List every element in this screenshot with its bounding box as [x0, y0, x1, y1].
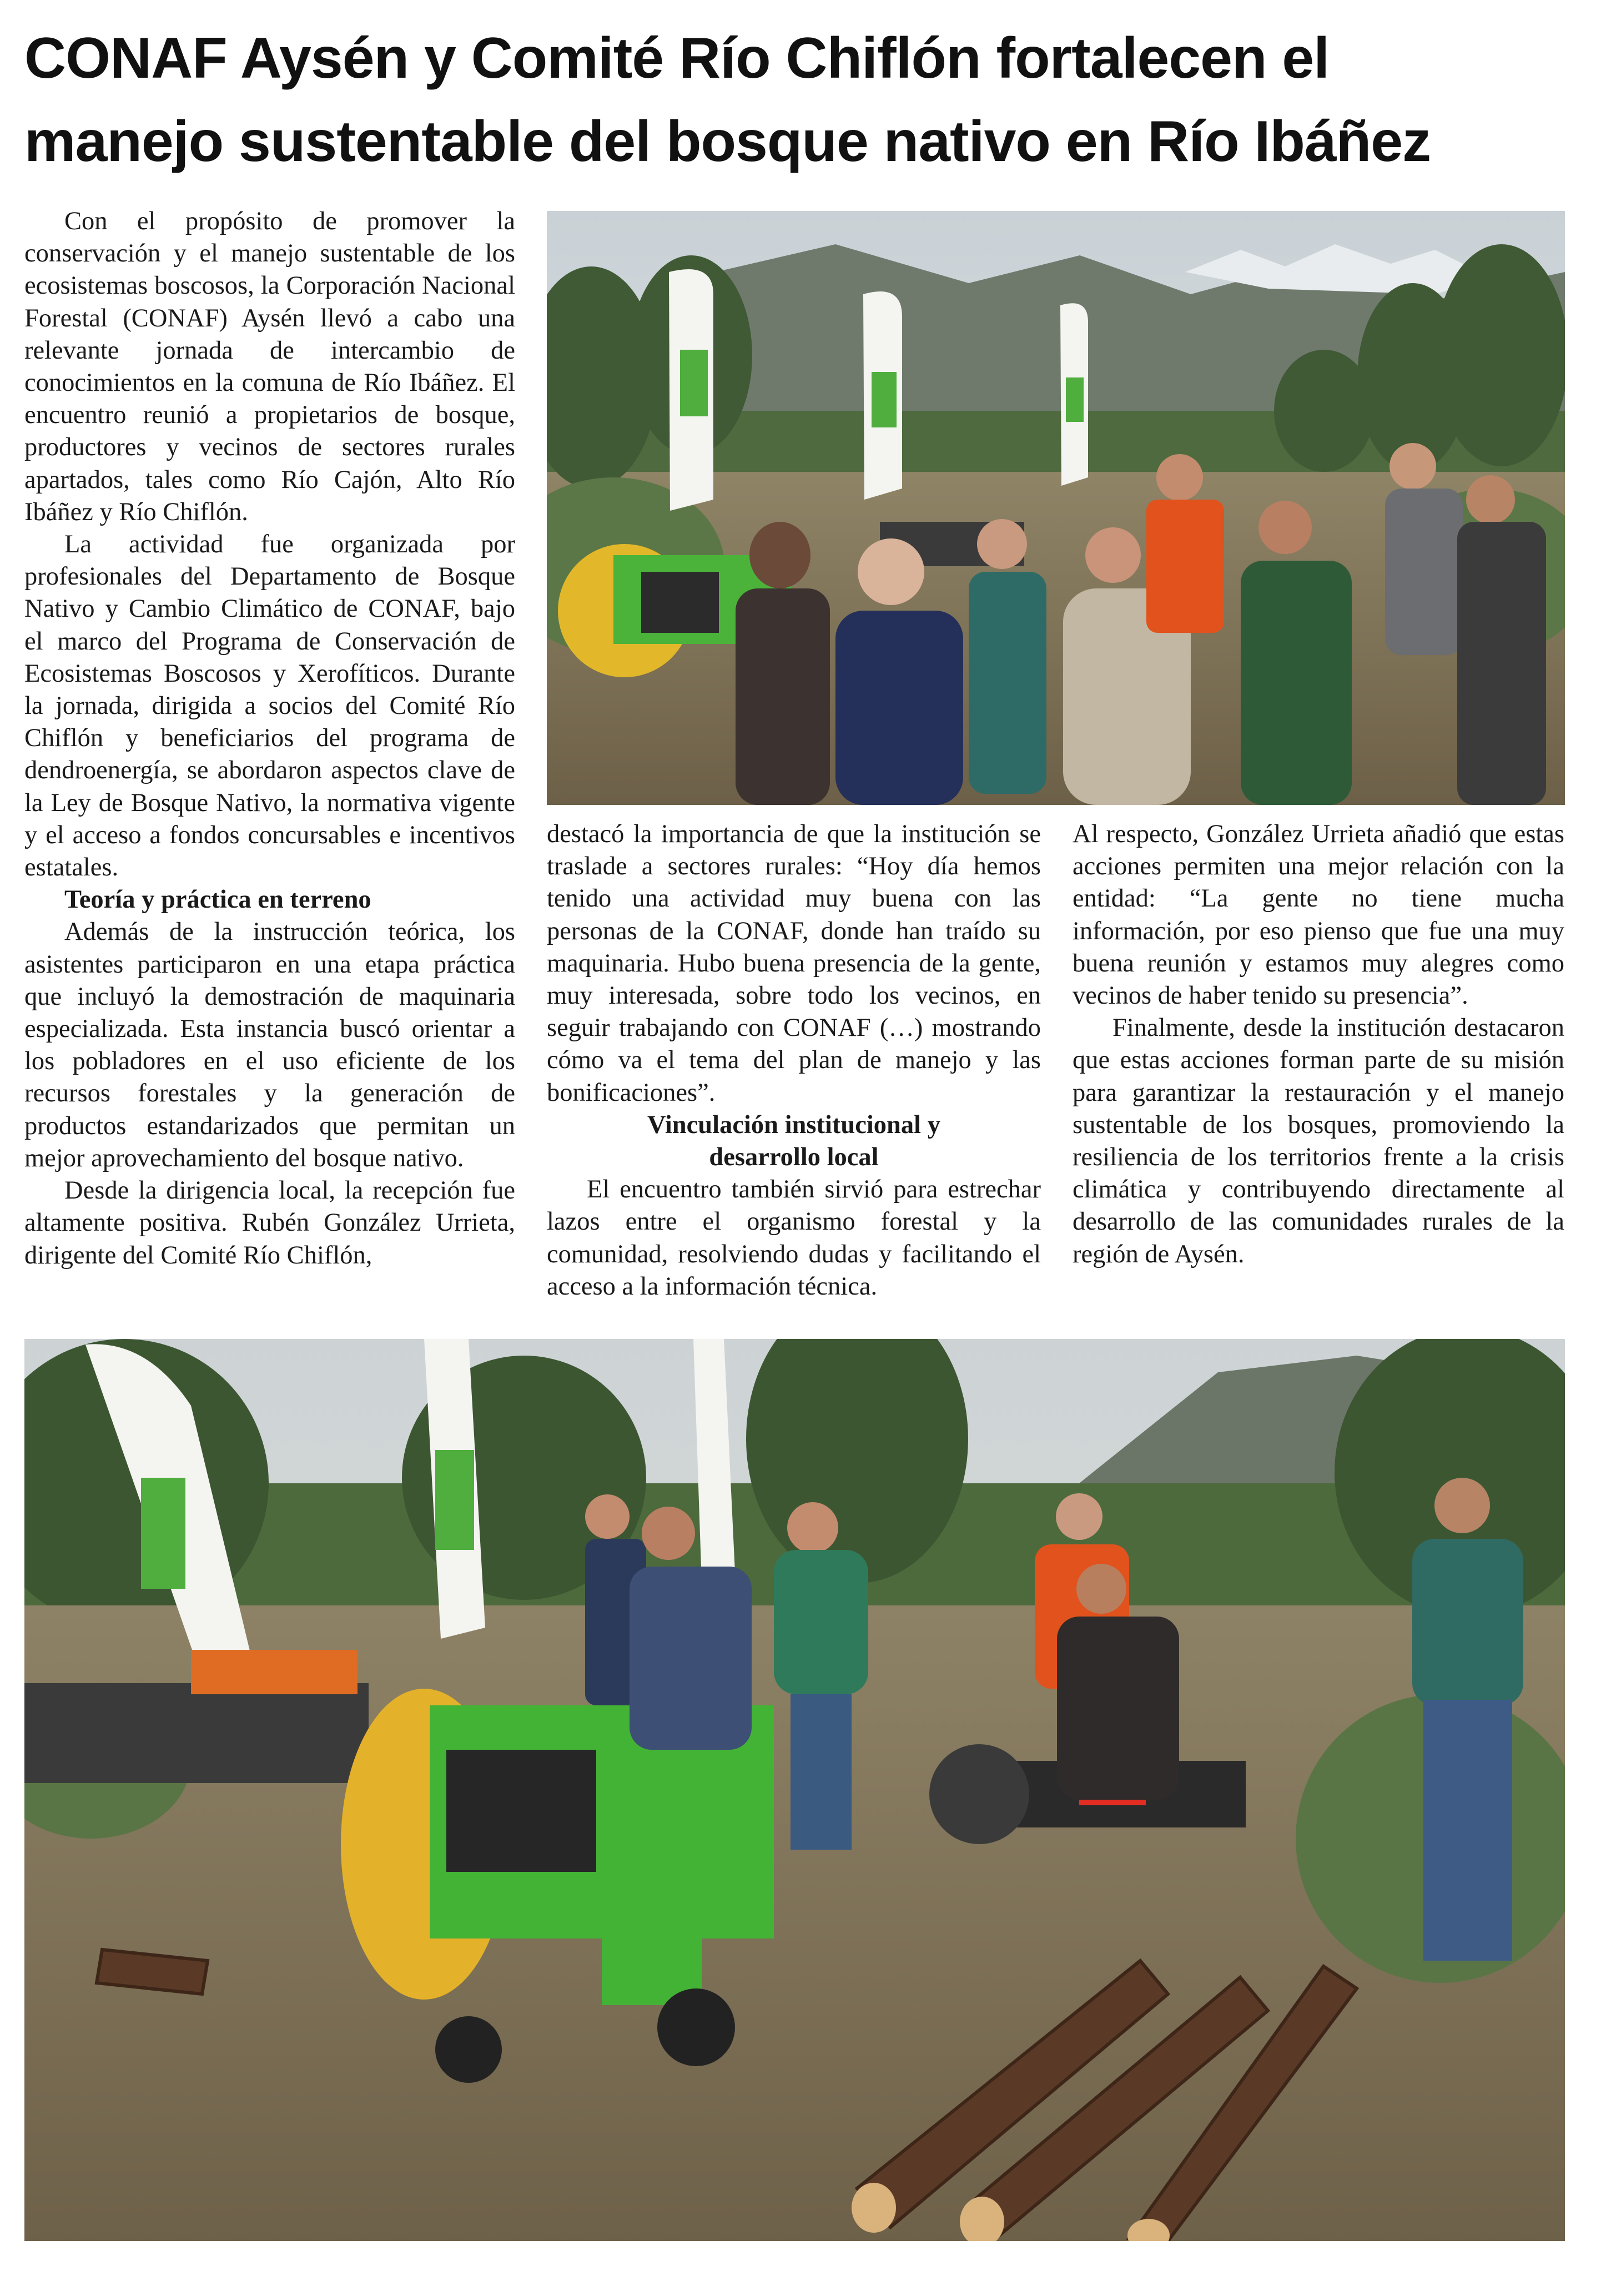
paragraph-practice: Además de la instrucción teórica, los asistentes participaron en una etapa práctica que incluyó la demostración de maquinaria especializada. Esta instancia buscó orientar a los pobladores en el uso eficiente de los recursos forestales y la generación de productos estandarizados que permitan un mejor aprovechamiento del bosque nativo. — [24, 918, 515, 1172]
paragraph-quote-gonzalez: destacó la importancia de que la institución se traslade a sectores rurales: “Hoy día hemos tenido una actividad muy buena con las personas de la CONAF, donde han traído su maquinaria. Hubo buena presencia de la gente, muy interesada, sobre todo los vecinos, en seguir trabajando con CONAF (…) mostrando cómo va el tema del plan de manejo y las bonificaciones”. — [547, 820, 1041, 1107]
article-column-1 — [24, 205, 515, 1272]
paragraph-organization: La actividad fue organizada por profesionales del Departamento de Bosque Nativo y Cambio Climático de CONAF, bajo el marco del Programa de Conservación de Ecosistemas Boscosos y Xerofíticos. Durante la jornada, dirigida a socios del Comité Río Chiflón y beneficiarios del programa de dendroenergía, se abordaron aspectos clave de la Ley de Bosque Nativo, la normativa vigente y el acceso a fondos concursables e incentivos estatales. — [24, 530, 515, 882]
subheading-vinculacion-line-2: desarrollo local — [709, 1143, 879, 1172]
photo-machinery-demonstration — [24, 1339, 1565, 2241]
photo-group-meeting — [547, 211, 1565, 805]
paragraph-intro: Con el propósito de promover la conservación y el manejo sustentable de los ecosistemas boscosos, la Corporación Nacional Forestal (CONAF) Aysén llevó a cabo una relevante jornada de intercambio de conocimientos en la comuna de Río Ibáñez. El encuentro reunió a propietarios de bosque, productores y vecinos de sectores rurales apartados, tales como Río Cajón, Alto Río Ibáñez y Río Chiflón. — [24, 207, 515, 526]
subheading-theory-practice: Teoría y práctica en terreno — [64, 885, 371, 914]
photo-machinery-demonstration-image — [24, 1339, 1565, 2241]
article-column-2 — [547, 818, 1041, 1303]
paragraph-reception: Desde la dirigencia local, la recepción fue altamente positiva. Rubén González Urrieta, dirigente del Comité Río Chiflón, — [24, 1176, 515, 1270]
headline-line-2: manejo sustentable del bosque nativo en Río Ibáñez — [24, 109, 1431, 174]
paragraph-finalmente: Finalmente, desde la institución destacaron que estas acciones forman parte de su misión para garantizar la restauración y el manejo sustentable de los bosques, promoviendo la resiliencia de los territorios frente a la crisis climática y contribuyendo directamente al desarrollo de las comunidades rurales de la región de Aysén. — [1073, 1014, 1564, 1268]
photo-group-meeting-image — [547, 211, 1565, 805]
paragraph-relacion: Al respecto, González Urrieta añadió que estas acciones permiten una mejor relación con la entidad: “La gente no tiene mucha información, por eso pienso que fue una muy buena reunión y estamos muy alegres como vecinos de haber tenido su presencia”. — [1073, 820, 1564, 1010]
paragraph-lazos: El encuentro también sirvió para estrechar lazos entre el organismo forestal y la comunidad, resolviendo dudas y facilitando el acceso a la información técnica. — [547, 1175, 1041, 1301]
subheading-vinculacion — [547, 1109, 1041, 1174]
headline — [24, 17, 1579, 183]
subheading-vinculacion-line-1: Vinculación institucional y — [647, 1110, 940, 1139]
headline-line-1: CONAF Aysén y Comité Río Chiflón fortalecen el — [24, 26, 1330, 90]
article-column-3 — [1073, 818, 1564, 1271]
